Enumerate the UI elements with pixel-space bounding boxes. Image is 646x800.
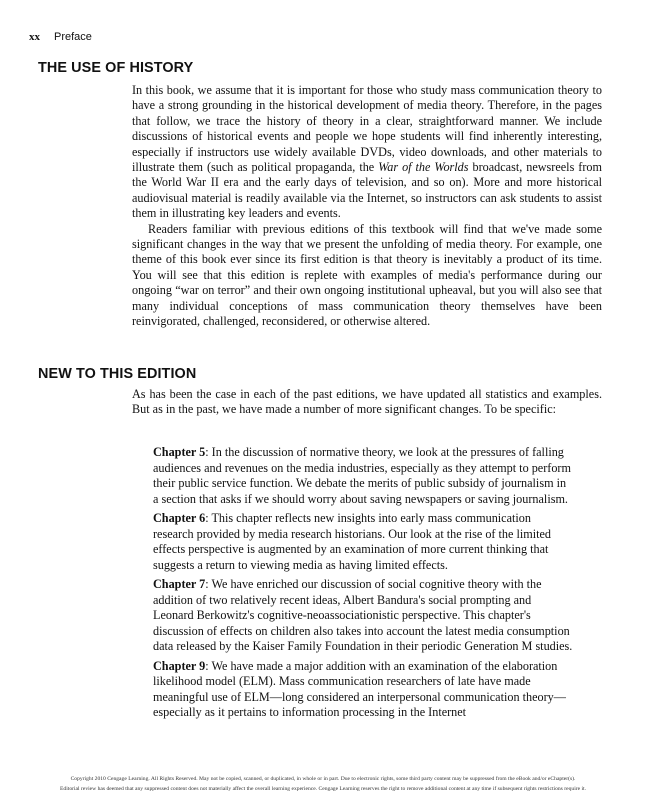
chapter-entry (153, 659, 573, 721)
copyright-footer-line-1: Copyright 2010 Cengage Learning. All Rights Reserved. May not be copied, scanned, or duplicated, in whole or in part. Due to electronic rights, some third party content may be suppressed from the eBook and/or eChapter(s). (70, 776, 576, 782)
paragraph: Readers familiar with previous editions of this textbook will find that we've made some significant changes in the way that we present the unfolding of media theory. For example, one theme of this book ever since its first edition is that theory is inevitably a product of its time. You will see that this edition is replete with examples of media's performance during our ongoing “war on terror” and their own ongoing institutional upheaval, but you will also see that many individual conceptions of mass communication theory themselves have been reinvigorated, challenged, reconsidered, or otherwise altered. (132, 221, 602, 329)
section-heading-use-of-history: THE USE OF HISTORY (38, 60, 194, 76)
chapter-label: Chapter 6 (153, 511, 206, 525)
page-number: xx (29, 31, 40, 43)
chapter-label: Chapter 7 (153, 577, 206, 591)
chapter-description: : We have made a major addition with an examination of the elaboration likelihood model (ELM). Mass communication researchers of late have made meaningful use of ELM—long considered an interpersonal communication theory—especially as it pertains to information processing in the Internet (153, 658, 566, 719)
copyright-footer-line-2: Editorial review has deemed that any suppressed content does not materially affect the overall learning experience. Cengage Learning reserves the right to remove additional content at any time if subsequent rights restrictions require it. (60, 786, 586, 792)
paragraph: In this book, we assume that it is important for those who study mass communication theory to have a strong grounding in the historical development of media theory. Therefore, in the pages that follow, we trace the history of theory in a clear, straightforward manner. We include discussions of historical events and people we hope students will find inherently interesting, especially if instructors use widely available DVDs, video downloads, and other materials to illustrate them (such as political propaganda, the War of the Worlds broadcast, newsreels from the World War II era and the early days of television, and so on). More and more historical audiovisual material is readily available via the Internet, so instructors can ask students to assist them in illustrating key leaders and events. (132, 83, 602, 221)
chapter-description: : We have enriched our discussion of social cognitive theory with the addition of two relatively recent ideas, Albert Bandura's social prompting and Leonard Berkowitz's cognitive-neoassociationistic perspective. This chapter's discussion of effects on children also takes into account the latest media consumption data released by the Kaiser Family Foundation in their periodic Generation M studies. (153, 577, 573, 653)
paragraph: As has been the case in each of the past editions, we have updated all statistics and examples. But as in the past, we have made a number of more significant changes. To be specific: (132, 387, 602, 417)
chapter-entry (153, 577, 573, 655)
chapter-description: : In the discussion of normative theory, we look at the pressures of falling audiences and revenues on the media industries, especially as they attempt to perform their public service function. We debate the merits of public subsidy of journalism in a section that asks if we should worry about saving newspapers or saving journalism. (153, 445, 571, 506)
chapter-entry (153, 511, 573, 573)
section-body-use-of-history (132, 83, 602, 330)
chapter-label: Chapter 9 (153, 658, 206, 673)
section-intro-new-to-this-edition (132, 387, 602, 418)
chapter-entry (153, 445, 573, 507)
running-head: Preface (54, 31, 92, 43)
italic-title: War of the Worlds (378, 160, 469, 175)
chapter-list (153, 445, 573, 725)
section-heading-new-to-this-edition: NEW TO THIS EDITION (38, 366, 197, 382)
chapter-description: : This chapter reflects new insights into early mass communication research provided by media research historians. Our look at the rise of the limited effects perspective is augmented by an examination of more current thinking that suggests a return to viewing media as having limited effects. (153, 511, 551, 572)
page-header (29, 31, 92, 43)
chapter-label: Chapter 5 (153, 445, 206, 459)
